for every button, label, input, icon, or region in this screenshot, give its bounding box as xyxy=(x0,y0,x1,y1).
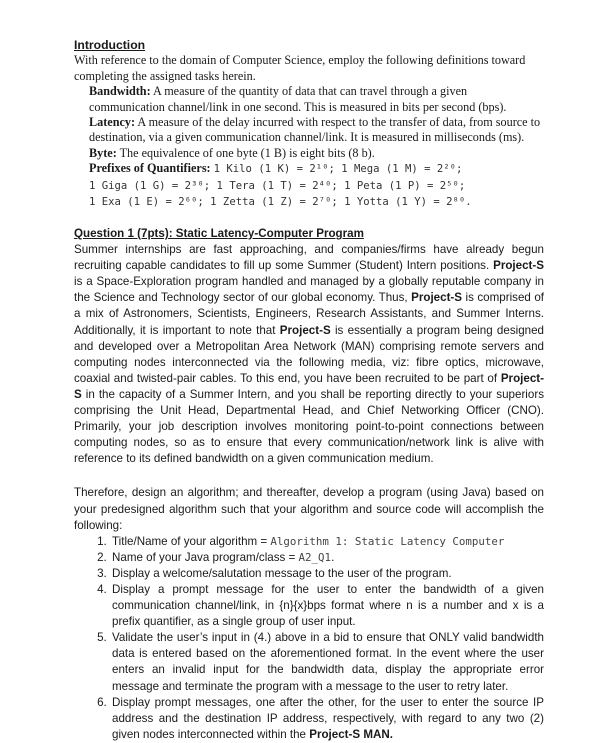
para-text: is essentially a program being designed and developed over a Metropolitan Area Network (MAN) comprising remote servers and computing nodes interconnected via the following media, viz: fibre optics, microwave, coaxial and twisted-pair cables. To this end, you have been recruited to be part of xyxy=(74,323,544,385)
task-code: A2_Q1 xyxy=(298,550,332,564)
definition-latency xyxy=(89,115,544,146)
prefixes-values-1: 1 Kilo (1 K) = 2¹⁰; 1 Mega (1 M) = 2²⁰; xyxy=(213,163,463,176)
prefixes-line-1 xyxy=(89,161,544,177)
prefixes-label: Prefixes of Quantifiers: xyxy=(89,161,211,176)
task-list xyxy=(74,534,544,743)
task-text: Title/Name of your algorithm = xyxy=(112,534,271,548)
prefixes-line-2 xyxy=(89,178,544,194)
definition-text: A measure of the quantity of data that can travel through a given communication channel/link in one second. This is measured in bits per second (bps). xyxy=(89,84,507,114)
project-name: Project-S xyxy=(493,259,544,273)
project-name: Project-S xyxy=(74,371,544,401)
introduction-heading: Introduction xyxy=(74,38,146,52)
task-text: Validate the user’s input in (4.) above in a bid to ensure that ONLY valid bandwidth data is entered based on the aforementioned format. In the event where the user enters an invalid input for the bandwidth data, display the appropriate error message and terminate the program with a message to the user to retry later. xyxy=(112,631,544,693)
definition-term: Bandwidth: xyxy=(89,84,151,99)
task-text: Name of your Java program/class = xyxy=(112,550,299,564)
introduction-section xyxy=(74,38,544,210)
question-1-heading: Question 1 (7pts): Static Latency-Computer Program xyxy=(74,227,364,240)
task-code: n xyxy=(283,599,290,613)
task-item xyxy=(110,582,544,630)
prefixes-values-2: 1 Giga (1 G) = 2³⁰; 1 Tera (1 T) = 2⁴⁰; 1 Peta (1 P) = 2⁵⁰; xyxy=(89,179,466,192)
project-name: Project-S MAN. xyxy=(309,727,393,741)
para-text: is comprised of a mix of Astronomers, Scientists, Engineers, Research Assistants, and Summer Interns. Additionally, it is important to note that xyxy=(74,291,545,337)
definition-byte xyxy=(89,146,544,161)
task-item xyxy=(110,566,544,582)
task-text-tail: }{x}bps format where n is a number and x is a prefix quantifier, as a single group of user input. xyxy=(112,599,544,629)
definition-text: The equivalence of one byte (1 B) is eight bits (8 b). xyxy=(116,145,375,160)
question-1-paragraph-2: Therefore, design an algorithm; and thereafter, develop a program (using Java) based on your predesigned algorithm such that your algorithm and source code will accomplish the following: xyxy=(74,486,544,532)
task-item xyxy=(110,550,544,566)
project-name: Project-S xyxy=(279,323,331,337)
task-text: Display a prompt message for the user to enter the bandwidth of a given communication channel/link, in { xyxy=(112,582,544,613)
task-item xyxy=(110,695,544,743)
task-text: Display prompt messages, one after the other, for the user to enter the source IP address and the destination IP address, respectively, with regard to any two (2) given nodes interconnected within the xyxy=(112,695,544,741)
definition-bandwidth xyxy=(89,84,544,115)
task-text: Display a welcome/salutation message to the user of the program. xyxy=(112,566,452,580)
definition-text: A measure of the delay incurred with respect to the transfer of data, from source to destination, via a given communication channel/link. It is measured in milliseconds (ms). xyxy=(89,115,541,145)
introduction-lead: With reference to the domain of Computer Science, employ the following definitions toward completing the assigned tasks herein. xyxy=(74,53,526,83)
question-1-section xyxy=(74,226,544,743)
para-text: in the capacity of a Summer Intern, and you shall be reporting directly to your superiors comprising the Unit Head, Departmental Head, and Chief Networking Officer (CNO). Primarily, your job description involves monitoring point-to-point connections between computing nodes, so as to ensure that every communication/network link is alive with reference to its defined bandwidth on a given communication medium. xyxy=(74,387,544,466)
para-text: is a Space-Exploration program handled and managed by a globally reputable company in the Science and Technology sector of our global economy. Thus, xyxy=(74,275,544,305)
definition-term: Latency: xyxy=(89,115,136,130)
question-1-paragraph-1 xyxy=(74,242,544,467)
para-text: Summer internships are fast approaching, and companies/firms have already begun recruiting capable candidates to fill up some Summer (Student) Intern positions. xyxy=(74,243,544,273)
task-item xyxy=(110,630,544,694)
definition-term: Byte: xyxy=(89,145,117,160)
prefixes-values-3: 1 Exa (1 E) = 2⁶⁰; 1 Zetta (1 Z) = 2⁷⁰; 1 Yotta (1 Y) = 2⁸⁰. xyxy=(89,196,472,209)
task-code: Algorithm 1: Static Latency Computer xyxy=(270,534,505,548)
task-item xyxy=(110,534,544,550)
project-name: Project-S xyxy=(411,291,463,305)
prefixes-line-3 xyxy=(89,194,544,210)
task-text-tail: . xyxy=(331,550,335,564)
